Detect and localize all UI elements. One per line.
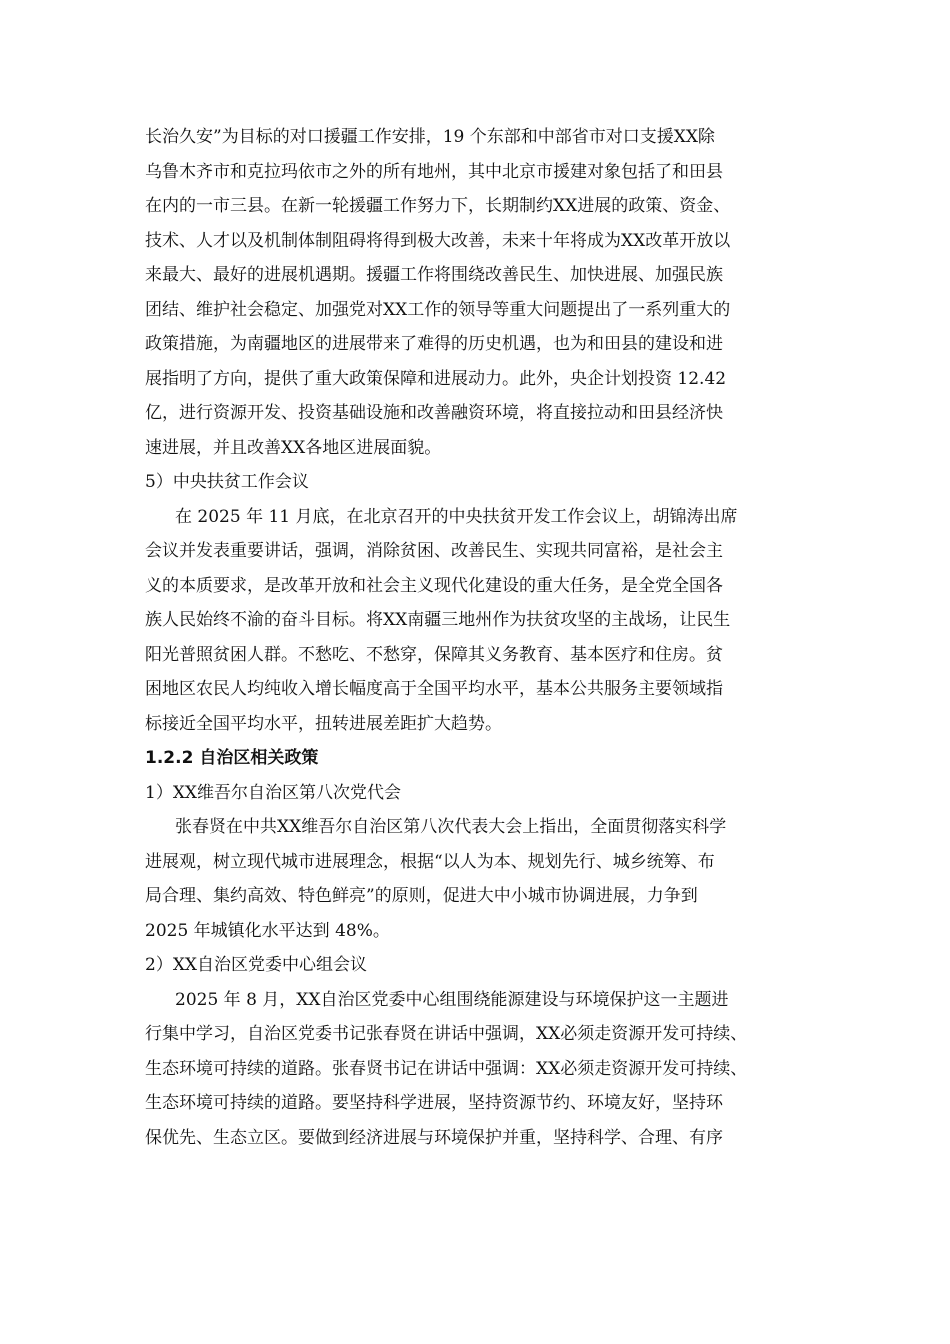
- text-line: 张春贤在中共XX维吾尔自治区第八次代表大会上指出，全面贯彻落实科学: [175, 817, 727, 837]
- text-line: 困地区农民人均纯收入增长幅度高于全国平均水平，基本公共服务主要领域指: [145, 679, 723, 699]
- paragraph-poverty-meeting: [145, 500, 810, 742]
- text-line: 行集中学习，自治区党委书记张春贤在讲话中强调，XX必须走资源开发可持续、: [145, 1024, 748, 1044]
- section-heading: 1.2.2 自治区相关政策: [145, 748, 319, 768]
- paragraph-aid-xinjiang: [145, 120, 810, 465]
- text-line: 义的本质要求，是改革开放和社会主义现代化建设的重大任务，是全党全国各: [145, 575, 723, 596]
- text-line: 技术、人才以及机制体制阻碍将得到极大改善，未来十年将成为XX改革开放以: [145, 230, 731, 251]
- text-line: 团结、维护社会稳定、加强党对XX工作的领导等重大问题提出了一系列重大的: [145, 299, 731, 320]
- text-line: 2025 年 8 月，XX自治区党委中心组围绕能源建设与环境保护这一主题进: [175, 989, 729, 1010]
- document-body: [145, 120, 810, 1155]
- text-line: 速进展，并且改善XX各地区进展面貌。: [145, 437, 442, 458]
- text-line: 长治久安”为目标的对口援疆工作安排，19 个东部和中部省市对口支援XX除: [145, 127, 715, 147]
- paragraph-central-group-meeting: [145, 983, 810, 1156]
- item-label-party-congress: 1）XX维吾尔自治区第八次党代会: [145, 782, 402, 803]
- text-line: 乌鲁木齐市和克拉玛依市之外的所有地州，其中北京市援建对象包括了和田县: [145, 161, 723, 182]
- text-line: 保优先、生态立区。要做到经济进展与环境保护并重，坚持科学、合理、有序: [145, 1127, 723, 1148]
- text-line: 在 2025 年 11 月底，在北京召开的中央扶贫开发工作会议上，胡锦涛出席: [175, 506, 738, 527]
- text-line: 生态环境可持续的道路。要坚持科学进展，坚持资源节约、环境友好，坚持环: [145, 1093, 723, 1113]
- text-line: 2025 年城镇化水平达到 48%。: [145, 920, 390, 941]
- text-line: 展指明了方向，提供了重大政策保障和进展动力。此外，央企计划投资 12.42: [145, 368, 727, 389]
- text-line: 会议并发表重要讲话，强调，消除贫困、改善民生、实现共同富裕，是社会主: [145, 541, 723, 561]
- text-line: 族人民始终不渝的奋斗目标。将XX南疆三地州作为扶贫攻坚的主战场，让民生: [145, 610, 731, 630]
- text-line: 生态环境可持续的道路。张春贤书记在讲话中强调：XX必须走资源开发可持续、: [145, 1058, 748, 1079]
- text-line: 阳光普照贫困人群。不愁吃、不愁穿，保障其义务教育、基本医疗和住房。贫: [145, 644, 723, 665]
- text-line: 政策措施，为南疆地区的进展带来了难得的历史机遇，也为和田县的建设和进: [145, 334, 723, 354]
- text-line: 标接近全国平均水平，扭转进展差距扩大趋势。: [145, 713, 502, 734]
- paragraph-party-congress: [145, 810, 810, 948]
- text-line: 在内的一市三县。在新一轮援疆工作努力下，长期制约XX进展的政策、资金、: [145, 196, 731, 216]
- text-line: 来最大、最好的进展机遇期。援疆工作将围绕改善民生、加快进展、加强民族: [145, 265, 723, 285]
- item-label-central-group-meeting: 2）XX自治区党委中心组会议: [145, 955, 368, 975]
- text-line: 亿，进行资源开发、投资基础设施和改善融资环境，将直接拉动和田县经济快: [145, 403, 723, 423]
- text-line: 局合理、集约高效、特色鲜亮”的原则，促进大中小城市协调进展，力争到: [145, 886, 698, 906]
- text-line: 进展观，树立现代城市进展理念，根据“以人为本、规划先行、城乡统筹、布: [145, 851, 715, 872]
- item-label-central-poverty-meeting: 5）中央扶贫工作会议: [145, 472, 309, 492]
